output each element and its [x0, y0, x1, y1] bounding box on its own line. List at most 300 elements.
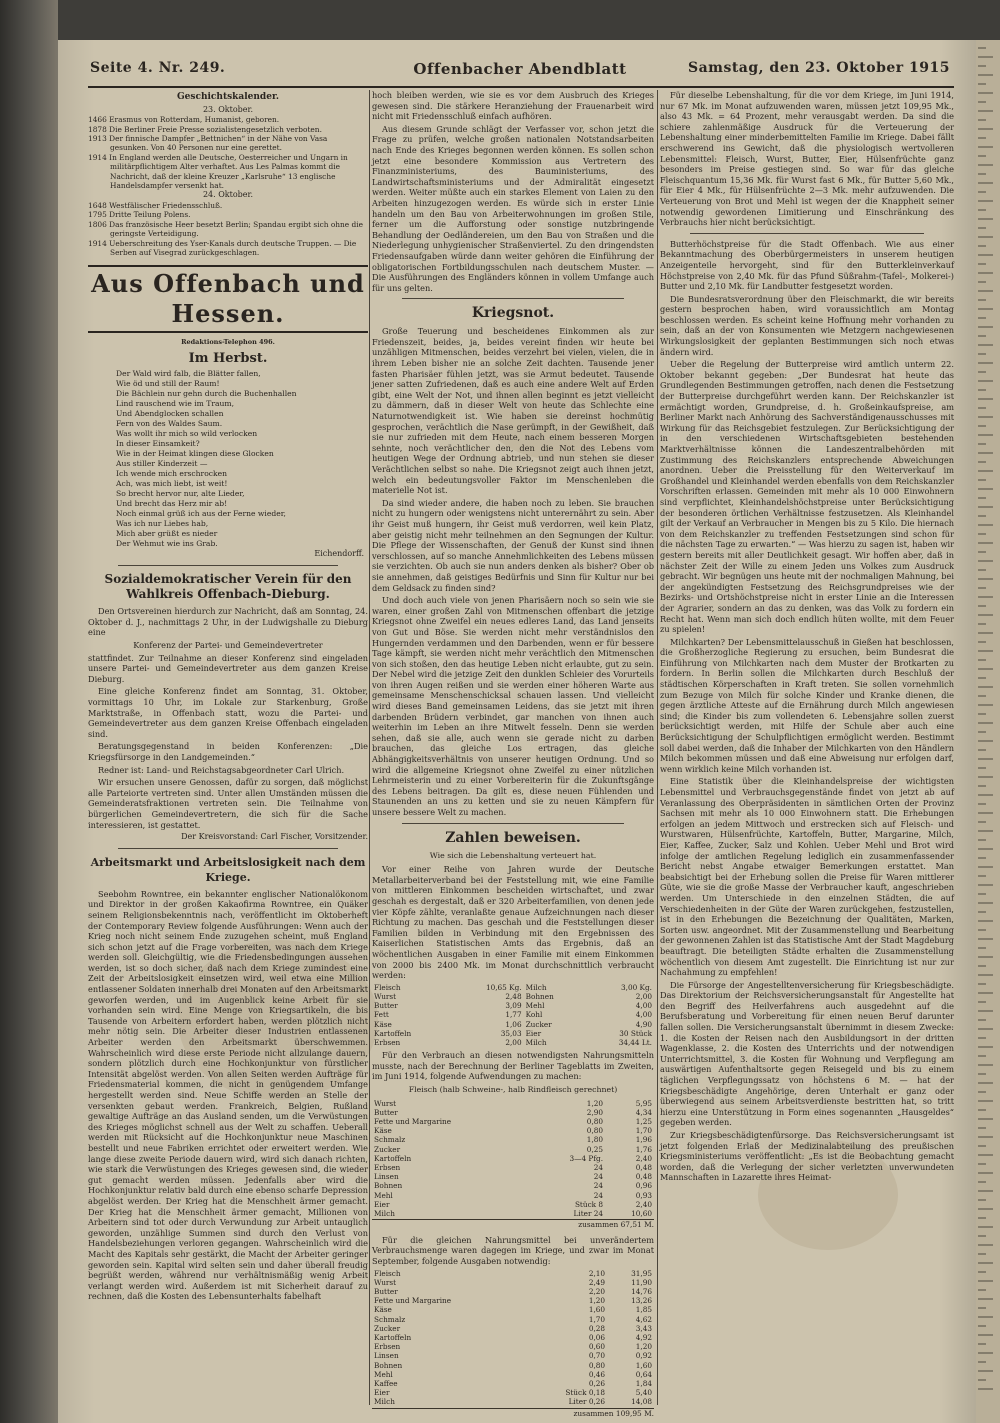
adjacent-text-line: [978, 524, 993, 526]
adjacent-text-line: [978, 254, 993, 256]
table-cell: 1,70: [588, 1314, 606, 1324]
news-paragraph: Butterhöchstpreise für die Stadt Offenbach. Wie aus einer Bekanntmachung des Oberbürgermeisters in unserem heutigen Anzeigenteile hervorgeht, sind für den Butterkleinverkauf Höchstpreise von 2,40 Mk. für das Pfund Süßrahm-(Tafel-, Molkerei-) Butter und 2,10 Mk. für Landbutter festgesetzt worden.: [660, 238, 954, 292]
adjacent-text-line: [978, 848, 993, 850]
adjacent-text-line: [978, 830, 993, 832]
table-row: [372, 1108, 654, 1117]
adjacent-text-line: [978, 47, 986, 49]
table-cell: Kartoffeln: [374, 1028, 412, 1038]
adjacent-text-line: [978, 1001, 986, 1003]
table-cell: Bohnen: [374, 1181, 403, 1191]
table-cell: 34,44 Lt.: [618, 1037, 652, 1047]
table-cell: 0,06: [588, 1332, 606, 1342]
table-row: [372, 1200, 654, 1209]
table-cell: 35,03: [500, 1028, 522, 1038]
table-row: [372, 1305, 654, 1314]
table-cell: 10,65 Kg.: [485, 982, 522, 992]
adjacent-text-line: [978, 749, 986, 751]
prewar-cost-table: [372, 1099, 654, 1219]
table-cell: 0,28: [588, 1323, 606, 1333]
adjacent-text-line: [978, 965, 986, 967]
poem-line: Noch einmal grüß ich aus der Ferne wieder,: [116, 508, 286, 518]
wartime-cost-table: [372, 1269, 654, 1407]
table-row: [372, 1370, 654, 1379]
adjacent-text-line: [978, 686, 993, 688]
arbeitsmarkt-paragraph: Seebohm Rowntree, ein bekannter englischer Nationalökonom und Direktor in der großen Kakaofirma Rowntree, ein Quäker seinem Religionsbekenntnis nach, veröffentlicht im Oktoberheft der Contemporary Review folgende Ausführungen: Wenn auch der Krieg noch nicht seinem Ende zuzugehen scheint, muß England sich schon jetzt auf die Frage vorbereiten, was nach dem Kriege werden soll. Gleichgültig, wie die Friedensbedingungen aussehen werden, ist so doch sicher, daß nach dem Kriege zumindest eine Zeit der Arbeitslosigkeit einsetzen wird, weil etwa eine Million entlassener Soldaten innerhalb drei Monaten auf den Arbeitsmarkt geworfen werden, und im Augenblick keine Arbeit für sie vorhanden sein wird. Eine Menge von Kriegsartikeln, die bis Tausende von Arbeitern erfordert haben, werden plötzlich nicht mehr nötig sein. Die Arbeiter dieser Industrien entlassenen Arbeiter werden den Arbeitsmarkt überschwemmen. Wahrscheinlich wird diese erste Periode nicht allzulange dauern, sondern plötzlich durch eine Hochkonjunktur von fürstlicher Intensität abgelöst werden. Von allen Seiten werden Aufträge für Friedensmaterial kommen, die nicht in genügendem Umfange hergestellt werden sind. Neue Schiffe werden an Stelle der versenkten gebaut werden. Frankreich, Belgien, Rußland gewaltige Aufträge an das Ausland senden, um die Verwüstungen des Krieges möglichst schnell aus der Welt zu schaffen. Ueberall werden mit Rücksicht auf die Hochkonjunktur neue Maschinen bestellt und neue Fabriken errichtet oder erweitert werden. Wie lange diese zweite Periode dauern wird, wird sich danach richten, wie stark die Verwüstungen des Krieges gewesen sind, die wieder gut gemacht werden müssen. Jedenfalls aber wird die Hochkonjunktur relativ bald durch eine ebenso scharfe Depression abgelöst werden. Der Krieg hat die Menschheit ärmer gemacht. Der Krieg hat die Menschheit ärmer gemacht, Millionen von Arbeitern sind tot oder durch Verwundung zur Arbeit untauglich geworden, unzählige Summen sind durch den Verlust von Handelsbeziehungen verloren gegangen. Wahrscheinlich wird die Macht des Kapitals sehr gestärkt, die Macht der Arbeiter geringer geworden sein. Kapital wird selten sein und daher überall freudig begrüßt werden, während nur verhältnismäßig wenig Arbeit verlangt werden wird. Außerdem ist mit Sicherheit darauf zu rechnen, daß die Kosten des Lebensunterhalts fabelhaft: [88, 888, 368, 1302]
adjacent-text-line: [978, 353, 986, 355]
adjacent-text-line: [978, 164, 993, 166]
table-cell: 0,25: [586, 1144, 604, 1154]
table-cell: 0,64: [635, 1369, 652, 1379]
adjacent-text-line: [978, 758, 993, 760]
adjacent-text-line: [978, 1154, 993, 1156]
adjacent-text-line: [978, 533, 986, 535]
adjacent-text-line: [978, 146, 993, 148]
divider: [402, 823, 624, 824]
table-cell: 4,62: [635, 1314, 652, 1324]
table-cell: Kohl: [525, 1010, 543, 1020]
adjacent-text-line: [978, 893, 986, 895]
table-cell: Stück 0,18: [565, 1388, 606, 1398]
adjacent-text-line: [978, 812, 993, 814]
adjacent-text-line: [978, 344, 993, 346]
adjacent-text-line: [978, 578, 993, 580]
table-cell: Wurst: [374, 1277, 397, 1287]
table-row: [372, 1029, 654, 1038]
adjacent-text-line: [978, 1118, 993, 1120]
table-cell: Bohnen: [374, 1360, 403, 1370]
adjacent-text-line: [978, 416, 993, 418]
adjacent-text-line: [978, 668, 993, 670]
table-cell: 1,76: [635, 1144, 652, 1154]
table-cell: 2,00: [505, 1037, 522, 1047]
table-cell: 24: [593, 1162, 604, 1172]
table-cell: 1,60: [588, 1305, 606, 1315]
table-cell: Erbsen: [374, 1342, 401, 1352]
kalender-entry: 1466 Erasmus von Rotterdam, Humanist, geboren.: [88, 115, 280, 125]
table-cell: 0,93: [635, 1190, 652, 1200]
table-cell: 4,00: [635, 1010, 652, 1020]
newspaper-masthead: Offenbacher Abendblatt: [413, 60, 627, 78]
table-cell: 3—4 Pfg.: [569, 1153, 604, 1163]
adjacent-text-line: [978, 1226, 993, 1228]
adjacent-text-line: [978, 263, 986, 265]
table-cell: Butter: [374, 1286, 398, 1296]
adjacent-text-line: [978, 227, 986, 229]
adjacent-text-line: [978, 1262, 993, 1264]
adjacent-text-line: [978, 1181, 986, 1183]
adjacent-text-line: [978, 767, 986, 769]
adjacent-text-line: [978, 569, 986, 571]
table-row: [372, 1172, 654, 1181]
table-cell: 3,43: [635, 1323, 652, 1333]
poem-line: In dieser Einsamkeit?: [116, 438, 200, 448]
adjacent-text-line: [978, 1280, 993, 1282]
table-cell: Mehl: [374, 1190, 393, 1200]
table-cell: 2,10: [588, 1268, 606, 1278]
table-row: [372, 1361, 654, 1370]
verein-paragraph: Den Ortsvereinen hierdurch zur Nachricht, daß am Sonntag, 24. Oktober d. J., nachmittags 2 Uhr, in der Ludwigshalle zu Dieburg eine: [88, 606, 368, 638]
table-cell: 4,00: [635, 1001, 652, 1011]
news-paragraph: Ueber die Regelung der Butterpreise wird amtlich unterm 22. Oktober bekannt gegeben: „Der Bundesrat hat heute das Grundlegenden Bestimmungen getroffen, nach denen die Festsetzung der Butterpreise durchgeführt werden kann. Der Reichskanzler ist ermächtigt worden, Grundpreise, d. h. Großeinkaufspreise, am Berliner Markt nach Anhörung des Sachverständigenausschusses mit Wirkung für das Reichsgebiet festzulegen. Zur Berücksichtigung der in den verschiedenen Wirtschaftsgebieten bestehenden Marktverhältnisse können die Landeszentralbehörden mit Zustimmung des Reichskanzlers entsprechende Abweichungen anordnen. Ueber die Preisstellung für den Weiterverkauf im Großhandel und Kleinhandel werden ebenfalls von dem Reichskanzler Vorschriften erlassen. Gemeinden mit mehr als 10 000 Einwohnern sind verpflichtet, Kleinhandelshöchstpreise unter Berücksichtigung der besonderen örtlichen Verhältnisse festzusetzen. Als Kleinhandel gilt der Verkauf an Verbraucher in Mengen bis zu 5 Kilo. Die hiernach von dem Reichskanzler zu treffenden Festsetzungen sind schon für die nächsten Tage zu erwarten.“ — Was hierzu zu sagen ist, haben wir gestern bereits mit aller Deutlichkeit gesagt. Wir hoffen aber, daß in nächster Zeit der Wille zu einem Jeden uns Volkes zum Ausdruck gebracht. Wir begnügen uns heute mit der nochmaligen Mahnung, bei der angekündigten Festsetzung des Reichsgrundpreises wie der Bezirks- und Ortshöchstpreise nicht in erster Linie an die Interessen der Agrarier, sondern an das zu denken, was das Volk zu fordern ein Recht hat. Wenn man sich doch endlich hüten wollte, mit dem Feuer zu spielen!: [660, 359, 954, 635]
divider: [118, 565, 338, 566]
table-row: [372, 1126, 654, 1135]
adjacent-text-line: [978, 632, 993, 634]
adjacent-text-line: [978, 794, 993, 796]
table-cell: 10,60: [631, 1208, 652, 1218]
table-cell: 1,60: [635, 1360, 652, 1370]
table-cell: 2,40: [635, 1199, 652, 1209]
adjacent-text-line: [978, 488, 993, 490]
table-row: [372, 1145, 654, 1154]
table-row: [372, 1020, 654, 1029]
page-header: [90, 60, 950, 84]
adjacent-text-line: [978, 1217, 986, 1219]
table-cell: 0,48: [635, 1172, 652, 1182]
adjacent-text-line: [978, 1136, 993, 1138]
table-cell: 0,96: [635, 1181, 652, 1191]
table-cell: 2,20: [588, 1286, 606, 1296]
news-paragraph: Zur Kriegsbeschädigtenfürsorge. Das Reichsversicherungsamt ist jetzt folgenden Erlaß der Medizinalabteilung des preußischen Kriegsministeriums veröffentlicht: „Es ist die Beobachtung gemacht worden, daß die Verlegung der sicher verletzten unverwundeten Mannschaften in Lazarette ihres Heimat-: [660, 1130, 954, 1183]
adjacent-text-line: [978, 128, 993, 130]
kalender-entry: 1878 Die Berliner Freie Presse sozialistengesetzlich verboten.: [88, 124, 322, 134]
adjacent-text-line: [978, 884, 993, 886]
adjacent-text-line: [978, 1334, 993, 1336]
table-cell: Fett: [374, 1010, 389, 1020]
table-cell: Butter: [374, 1107, 398, 1117]
adjacent-text-line: [978, 137, 986, 139]
verein-paragraph: Redner ist: Land- und Reichstagsabgeordneter Carl Ulrich.: [98, 764, 345, 775]
adjacent-text-line: [978, 839, 986, 841]
table-row: [372, 1315, 654, 1324]
adjacent-text-line: [978, 443, 986, 445]
table-cell: 0,92: [635, 1351, 652, 1361]
table-cell: Milch: [374, 1397, 395, 1407]
table-cell: 1,20: [586, 1098, 604, 1108]
table-cell: Erbsen: [374, 1037, 401, 1047]
adjacent-text-line: [978, 938, 993, 940]
adjacent-text-line: [978, 1316, 993, 1318]
adjacent-text-line: [978, 290, 993, 292]
poem-line: Der Wehmut wie ins Grab.: [116, 538, 218, 548]
table-cell: 24: [593, 1190, 604, 1200]
consumption-table: [372, 983, 654, 1047]
table-cell: 1,20: [635, 1342, 652, 1352]
kalender-date: 23. Oktober.: [202, 104, 254, 114]
adjacent-text-line: [978, 929, 986, 931]
table-row: [372, 1296, 654, 1305]
table-cell: Wurst: [374, 991, 397, 1001]
adjacent-text-line: [978, 56, 993, 58]
adjacent-text-line: [978, 65, 986, 67]
table-cell: 30 Stück: [619, 1028, 652, 1038]
table-cell: 3,00 Kg.: [620, 982, 652, 992]
divider: [690, 233, 924, 234]
adjacent-text-line: [978, 731, 986, 733]
adjacent-text-line: [978, 272, 993, 274]
adjacent-text-line: [978, 380, 993, 382]
kriegsnot-paragraph: Und doch auch viele von jenen Pharisäern noch so sein wie sie waren, einer großen Zahl von Mitmenschen offenbart die jetzige Kriegsnot ohne Zweifel ein neues edleres Land, das Land jenseits von Gut und Böse. Sie werden nicht mehr verständnislos den Hungernden verdammen und den Darbenden, wenn er für bessere Tage kämpft, sie werden nicht mehr verächtlich den Mitmenschen von sich stoßen, den das heutige Leben nicht erlaubte, gut zu sein. Der Nebel wird die jetzige Zeit den dunklen Schleier des Vorurteils von ihren Augen reißen und sie werden einer höheren Warte aus gemeinsame Menschenschicksal schauen lassen. Und vielleicht wird dieses Band gemeinsamen Leidens, das sie jetzt mit ihren darbenden Brüdern verbindet, gar manchen von ihnen auch weiterhin im Leben an ihre Mitwelt fesseln. Denn sie werden sehen, daß sie alle, auch wenn sie gerade nicht zu darben brauchen, das gleiche Los ertragen, das gleiche Abhängigkeitsverhältnis von unserer heutigen Ordnung. Und so wird die allgemeine Kriegsnot ohne Zweifel zu einer nützlichen Lehrmeisterin und zu einer Vorbereiterin für die Zukunftsgänge des Lebens beitragen. Da gilt es, diese neuen Fühlenden und Staunenden an uns zu ketten und sie zu neuen Kämpfern für unsere bessere Welt zu machen.: [372, 595, 654, 817]
table-row: [372, 1154, 654, 1163]
adjacent-text-line: [978, 1172, 993, 1174]
table-cell: Wurst: [374, 1098, 397, 1108]
adjacent-text-line: [978, 1208, 993, 1210]
kalender-entry: 1914 Ueberschreitung des Yser-Kanals durch deutsche Truppen. — Die Serben auf Visegrad zurückgeschlagen.: [88, 238, 357, 258]
verein-paragraph: Konferenz der Partei- und Gemeindevertreter: [133, 640, 323, 651]
verein-paragraph: Beratungsgegenstand in beiden Konferenzen: „Die Kriegsfürsorge in den Landgemeinden.“: [88, 741, 368, 762]
adjacent-text-line: [978, 560, 993, 562]
column-rule: [657, 90, 658, 1405]
poem-line: Und Abendglocken schallen: [116, 408, 224, 418]
table-cell: Eier: [525, 1028, 542, 1038]
table-cell: Linsen: [374, 1351, 399, 1361]
table-cell: 1,20: [588, 1296, 606, 1306]
adjacent-text-line: [978, 911, 986, 913]
table-cell: Erbsen: [374, 1162, 401, 1172]
redaktions-telephon: Redaktions-Telephon 496.: [181, 338, 275, 347]
table-row: [372, 1342, 654, 1351]
table-cell: Fette und Margarine: [374, 1116, 452, 1126]
table-cell: 5,95: [635, 1098, 652, 1108]
adjacent-text-line: [978, 236, 993, 238]
table-cell: Zucker: [374, 1323, 401, 1333]
table-row: [372, 1278, 654, 1287]
adjacent-text-line: [978, 1253, 986, 1255]
table-total: zusammen 109,95 M.: [372, 1408, 654, 1420]
adjacent-text-line: [978, 1352, 993, 1354]
zahlen-paragraph: Für die gleichen Nahrungsmittel bei unverändertem Verbrauchsmenge waren dagegen im Kriege, und zwar im Monat September, folgende Ausgaben notwendig:: [372, 1234, 654, 1266]
column-1: [88, 90, 368, 1410]
adjacent-text-line: [978, 209, 986, 211]
table-row: [372, 1209, 654, 1218]
adjacent-text-line: [978, 947, 986, 949]
adjacent-text-line: [978, 542, 993, 544]
table-cell: Stück 8: [574, 1199, 604, 1209]
adjacent-text-line: [978, 1298, 993, 1300]
table-cell: Schmalz: [374, 1314, 406, 1324]
table-cell: Liter 0,26: [568, 1397, 606, 1407]
table-cell: Eier: [374, 1199, 390, 1209]
adjacent-text-line: [978, 92, 993, 94]
kriegsnot-paragraph: Große Teuerung und bescheidenes Einkommen als zur Friedenszeit, beides, ja, beides vereint finden wir heute bei unzähligen Mitmenschen, beides verzehrt bei vielen, vielen, die in ihrem Leben bisher nie an solche Zeit dachten. Tausende jener fasten Pharisäer fühlen jetzt, was sie Armut bedeutet. Tausende jener satten Zufriedenen, daß es auch eine andere Welt auf Erden gibt, eine Welt der Not, und ihnen allen beginnt es jetzt vielleicht zu dämmern, daß in dieser Welt von heute das Schlechte eine Naturnotwendigkeit ist. Wie haben sie dereinst hochmütig gesprochen, verächtlich die Nase gerümpft, in der Gewißheit, daß sie nur zufrieden mit dem Heute, nach einem besseren Morgen sehnte, noch verächtlicher den, den die Not des Lebens vom heutigen Wege der Ordnung abtrieb, und nun stehen sie dieser Verächtlichen selbst so nahe. Die Kriegsnot zeigt auch ihnen jetzt, welch ein bedeutungsvoller Faktor im Menschenleben die materielle Not ist.: [372, 326, 654, 496]
table-row: [372, 1388, 654, 1397]
page-number: Seite 4. Nr. 249.: [90, 60, 226, 76]
poem-line: Fern von des Waldes Saum.: [116, 418, 223, 428]
column-3: [660, 90, 954, 1410]
adjacent-text-line: [978, 1064, 993, 1066]
adjacent-text-line: [978, 1370, 993, 1372]
divider: [118, 848, 338, 849]
table-row: [372, 1163, 654, 1172]
adjacent-text-line: [978, 335, 986, 337]
kriegsnot-paragraph: Da sind wieder andere, die haben noch zu leben. Sie brauchen nicht zu hungern oder wenigstens nicht unterernährt zu sein. Aber ihr Geist muß hungern, ihr Geist muß verdorren, weil kein Platz, aber geistig nicht mehr teilnehmen an den Segnungen der Kultur. Die Pflege der Wissenschaften, der Genuß der Kunst sind ihnen verschlossen, auf so manche Annehmlichkeiten des Lebens müssen sie verzichten. Ob auch sie nun anders denken als bisher? Ober ob sie annehmen, daß geistiges Bedürfnis und Sinn für Kultur nur bei dem Geldsack zu finden sind?: [372, 497, 654, 593]
adjacent-text-line: [978, 1244, 993, 1246]
scan-border-top: [58, 0, 1000, 40]
table-cell: 2,00: [635, 991, 652, 1001]
adjacent-text-line: [978, 956, 993, 958]
table-cell: 11,90: [631, 1277, 652, 1287]
table-cell: 1,77: [505, 1010, 522, 1020]
poem-line: Mich aber grüßt es nieder: [116, 528, 218, 538]
table-cell: Milch: [374, 1208, 395, 1218]
adjacent-text-line: [978, 506, 993, 508]
table-row: [372, 1181, 654, 1190]
section-title: Aus Offenbach und Hessen.: [88, 265, 368, 333]
adjacent-text-line: [978, 821, 986, 823]
continued-paragraph: hoch bleiben werden, wie sie es vor dem Ausbruch des Krieges gewesen sind. Die stärkere Heranziehung der Frauenarbeit wird nicht mit Friedensschluß einfach aufhören.: [372, 90, 654, 122]
zahlen-subtitle: Wie sich die Lebenshaltung verteuert hat.: [429, 850, 597, 860]
kalender-date: 24. Oktober.: [202, 190, 254, 200]
adjacent-text-line: [978, 281, 986, 283]
kalender-entries: [88, 201, 368, 257]
column-2: [372, 90, 654, 1418]
news-paragraph: Milchkarten? Der Lebensmittelausschuß in Gießen hat beschlossen, die Großherzogliche Regierung zu ersuchen, beim Bundesrat die Einführung von Milchkarten nach dem Muster der Brotkarten zu fordern. In Berlin sollen die Milchkarten durch Beschluß der städtischen Körperschaften in Kraft treten. Sie sollen vornehmlich zum Bezuge von Milch für solche Kinder und Kranke dienen, die gegen ärztliche Atteste auf die Ernährung durch Milch angewiesen sind; die Kinder bis zum vollendeten 6. Lebensjahre sollen zuerst berücksichtigt werden, mit Hilfe der Schule aber auch eine Berücksichtigung der Schulpflichtigen ermöglicht werden. Bestimmt soll dabei werden, daß die Inhaber der Milchkarten von den Händlern Milch bekommen müssen und daß eine Abweisung nur erfolgen darf, wenn wirklich keine Milch vorhanden ist.: [660, 636, 954, 774]
verein-paragraph: stattfindet. Zur Teilnahme an dieser Konferenz sind eingeladen unsere Partei- und Gemeindevertreter aus dem ganzen Kreise Dieburg.: [88, 652, 368, 684]
table-cell: Zucker: [374, 1144, 401, 1154]
table-row: [372, 1287, 654, 1296]
adjacent-text-line: [978, 1343, 986, 1345]
adjacent-text-line: [978, 425, 986, 427]
poem-line: Und brecht das Herz mir ab!: [116, 498, 228, 508]
adjacent-text-line: [978, 866, 993, 868]
table-row: [372, 992, 654, 1001]
table-cell: 2,49: [588, 1277, 606, 1287]
table-row: [372, 1191, 654, 1200]
verein-title: Sozialdemokratischer Verein für den Wahlkreis Offenbach-Dieburg.: [104, 572, 352, 602]
table-cell: Butter: [374, 1001, 398, 1011]
table-cell: 2,90: [586, 1107, 604, 1117]
adjacent-text-line: [978, 434, 993, 436]
kalender-entry: 1913 Der finnische Dampfer „Bettnichen“ in der Nähe von Vasa gesunken. Von 40 Personen nur eine gerettet.: [88, 134, 328, 153]
poem-body: [88, 369, 368, 549]
table-cell: 0,26: [588, 1378, 606, 1388]
table-row: [372, 1269, 654, 1278]
adjacent-text-line: [978, 182, 993, 184]
adjacent-text-line: [978, 1046, 993, 1048]
adjacent-text-line: [978, 1055, 986, 1057]
poem-line: So brecht hervor nur, alte Lieder,: [116, 488, 245, 498]
table-cell: 14,76: [631, 1286, 652, 1296]
table-cell: Käse: [374, 1019, 392, 1029]
news-paragraph: Die Bundesratsverordnung über den Fleischmarkt, die wir bereits gestern besprochen haben, wird voraussichtlich am Montag beschlossen werden. Es scheint keine Hoffnung mehr vorhanden zu sein, daß an der von Konsumenten wie Metzgern nachgewiesenen Wirkungslosigkeit der geplanten Bestimmungen sich noch etwas ändern wird.: [660, 293, 954, 357]
newspaper-page: [58, 40, 976, 1423]
adjacent-text-line: [978, 920, 993, 922]
adjacent-text-line: [978, 1073, 986, 1075]
table-cell: Kaffee: [374, 1378, 398, 1388]
adjacent-text-line: [978, 308, 993, 310]
adjacent-text-line: [978, 1037, 986, 1039]
table-cell: 0,48: [635, 1162, 652, 1172]
zahlen-intro: Vor einer Reihe von Jahren wurde der Deutsche Metallarbeiterverband bei der Feststellung mit, wie eine Familie von mittleren Einkommen bescheiden wirtschaftet, und zwar geschah es dergestalt, daß er 320 Arbeiterfamilien, von denen jede vier Köpfe zählte, veranlaßte genaue Aufzeichnungen nach dieser Richtung zu machen. Das geschah und die Feststellungen dieser Familien bilden in Verbindung mit den Ergebnissen des Kaiserlichen Statistischen Amts das Ergebnis, daß an wöchentlichen Ausgaben in einer Familie mit einem Einkommen von 2000 bis 2400 Mk. im Monat durchschnittlich verbraucht werden:: [372, 864, 654, 981]
poem-line: Der Wald wird falb, die Blätter fallen,: [116, 368, 261, 378]
poem-line: Ich wende mich erschrocken: [116, 468, 228, 478]
adjacent-text-line: [978, 650, 993, 652]
continued-paragraph: Für dieselbe Lebenshaltung, für die vor dem Kriege, im Juni 1914, nur 67 Mk. im Monat aufzuwenden waren, müssen jetzt 109,95 Mk., also 43 Mk. = 64 Prozent, mehr verausgabt werden. Da sind die schiere zahlenmäßige Ausdruck für die Verteuerung der Lebenshaltung einer minderbemittelten Familie im Kriege. Dabei fällt erschwerend ins Gewicht, daß die physiologisch wertvolleren Lebensmittel: Fleisch, Wurst, Butter, Eier, Hülsenfrüchte ganz besonders im Preise gestiegen sind. So war für das gleiche Fleischquantum 15,36 Mk. für Wurst fast 6 Mk., für Butter 5,60 Mk., für Eier 4 Mk., für Hülsenfrüchte 2—3 Mk. mehr aufzuwenden. Die Verteuerung von Brot und Mehl ist wegen der die Knappheit seiner notwendig gewordenen Limitierung und Einschränkung des Verbrauchs hier nicht berücksichtigt.: [660, 90, 954, 228]
adjacent-text-line: [978, 119, 986, 121]
adjacent-text-line: [978, 740, 993, 742]
adjacent-text-line: [978, 101, 986, 103]
table-cell: Zucker: [525, 1019, 552, 1029]
verein-paragraph: Wir ersuchen unsere Genossen, dafür zu sorgen, daß möglichst alle Parteiorte vertreten sind. Unter allen Umständen müssen die Gemeinderatsfraktionen vertreten sein. Die Teilnahme von bürgerlichen Gemeindevertretern, die sich für die Sache interessieren, ist gestattet.: [88, 777, 368, 830]
table-cell: 2,40: [635, 1153, 652, 1163]
table-cell: 1,84: [635, 1378, 652, 1388]
adjacent-text-line: [978, 461, 986, 463]
adjacent-text-line: [978, 713, 986, 715]
adjacent-text-line: [978, 1289, 986, 1291]
kalender-title: Geschichtskalender.: [177, 92, 279, 102]
adjacent-text-line: [978, 497, 986, 499]
adjacent-text-line: [978, 371, 986, 373]
adjacent-text-line: [978, 1199, 986, 1201]
zahlen-title: Zahlen beweisen.: [445, 829, 581, 846]
kalender-entry: 1795 Dritte Teilung Polens.: [88, 210, 191, 220]
adjacent-text-line: [978, 659, 986, 661]
adjacent-text-line: [978, 1082, 993, 1084]
table-row: [372, 1324, 654, 1333]
adjacent-text-line: [978, 677, 986, 679]
arbeitsmarkt-title: Arbeitsmarkt und Arbeitslosigkeit nach dem Kriege.: [90, 855, 366, 884]
adjacent-text-line: [978, 479, 986, 481]
adjacent-text-line: [978, 515, 986, 517]
poem-line: Aus stiller Kinderzeit —: [116, 458, 208, 468]
adjacent-text-line: [978, 587, 986, 589]
adjacent-text-line: [978, 1010, 993, 1012]
kalender-entry: 1806 Das französische Heer besetzt Berlin; Spandau ergibt sich ohne die geringste Verteidigung.: [88, 219, 363, 239]
header-rule: [88, 86, 954, 88]
poem-line: Wie öd und still der Raum!: [116, 378, 220, 388]
table-cell: Fleisch: [374, 982, 401, 992]
table-row: [372, 1010, 654, 1019]
table-cell: 1,06: [505, 1019, 522, 1029]
poem-line: Lind rauschend wie im Traum,: [116, 398, 234, 408]
adjacent-text-line: [978, 776, 993, 778]
adjacent-text-line: [978, 398, 993, 400]
kalender-entries: [88, 115, 368, 190]
table-row: [372, 1117, 654, 1126]
adjacent-text-line: [978, 902, 993, 904]
adjacent-text-line: [978, 1019, 986, 1021]
adjacent-text-line: [978, 110, 993, 112]
table-cell: 0,70: [588, 1351, 606, 1361]
table-row: [372, 1038, 654, 1047]
table-cell: Milch: [525, 1037, 547, 1047]
table-cell: Schmalz: [374, 1135, 406, 1145]
table-cell: 14,08: [631, 1397, 652, 1407]
adjacent-text-line: [978, 191, 986, 193]
table-cell: Mehl: [374, 1369, 393, 1379]
adjacent-text-line: [978, 1307, 986, 1309]
adjacent-text-line: [978, 1271, 986, 1273]
adjacent-text-line: [978, 875, 986, 877]
table-cell: 5,40: [635, 1388, 652, 1398]
table-total: zusammen 67,51 M.: [372, 1219, 654, 1231]
table-row: [372, 1001, 654, 1010]
adjacent-text-line: [978, 695, 986, 697]
poem-line: Wie in der Heimat klingen diese Glocken: [116, 448, 274, 458]
table-cell: 31,95: [631, 1268, 652, 1278]
verein-signature: Der Kreisvorstand: Carl Fischer, Vorsitzender.: [181, 832, 368, 842]
table-row: [372, 1351, 654, 1360]
adjacent-text-line: [978, 722, 993, 724]
adjacent-text-line: [978, 605, 986, 607]
adjacent-text-line: [978, 155, 986, 157]
table-cell: Eier: [374, 1388, 390, 1398]
adjacent-text-line: [978, 1325, 986, 1327]
adjacent-text-line: [978, 470, 993, 472]
table-cell: 3,09: [505, 1001, 522, 1011]
zahlen-paragraph: Für den Verbrauch an diesen notwendigsten Nahrungsmitteln musste, nach der Berechnung der Berliner Tageblatts im Zweiten, im Juni 1914, folgende Aufwendungen zu machen:: [372, 1050, 654, 1082]
poem-line: Ach, was mich liebt, ist weit!: [116, 478, 228, 488]
table-cell: 2,48: [505, 991, 522, 1001]
